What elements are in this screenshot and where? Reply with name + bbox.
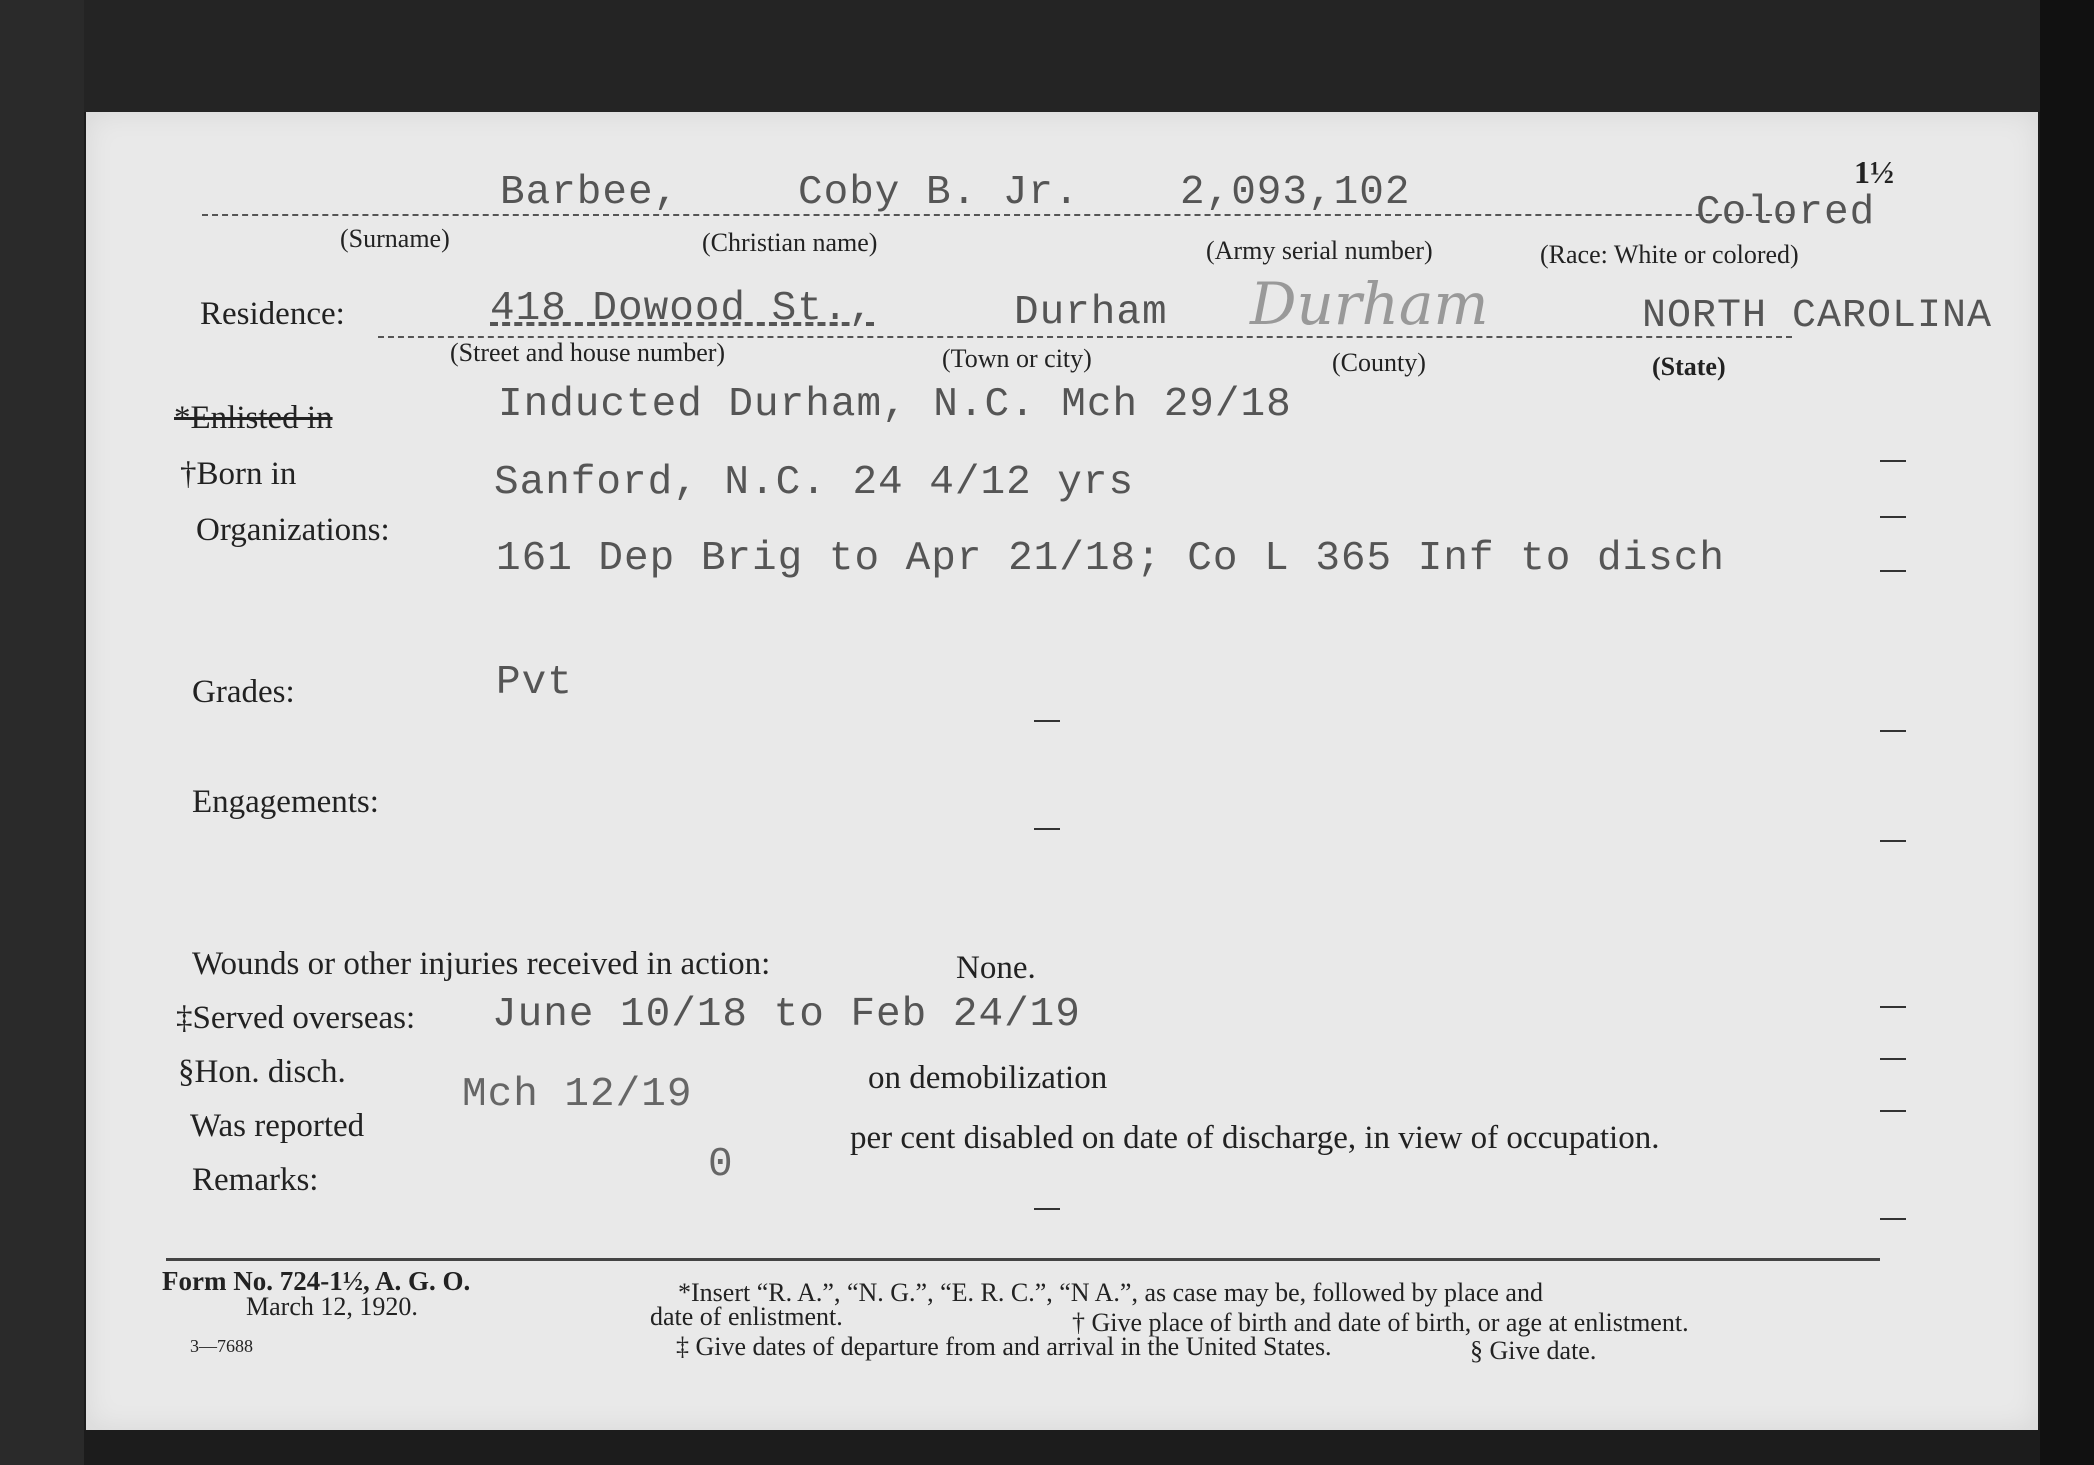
footnote-date-of-enlistment: date of enlistment. bbox=[650, 1302, 843, 1331]
grades-value: Pvt bbox=[496, 660, 573, 706]
remarks-label: Remarks: bbox=[192, 1162, 319, 1198]
street-label: (Street and house number) bbox=[450, 338, 726, 367]
town-label: (Town or city) bbox=[942, 344, 1092, 373]
form-fraction: 1½ bbox=[1854, 154, 1894, 190]
engagements-end-dash bbox=[1880, 840, 1906, 842]
footnote-overseas: ‡ Give dates of departure from and arrival in the United States. bbox=[676, 1332, 1332, 1361]
residence-county-handwritten: Durham bbox=[1250, 270, 1489, 338]
reported-end-dash bbox=[1880, 1110, 1906, 1112]
footnote-birth: † Give place of birth and date of birth, or age at enlistment. bbox=[1072, 1308, 1689, 1337]
scanner-right-border bbox=[2040, 0, 2094, 1465]
grades-label: Grades: bbox=[192, 674, 295, 710]
enlisted-value: Inducted Durham, N.C. Mch 29/18 bbox=[498, 382, 1292, 428]
grades-end-dash bbox=[1880, 730, 1906, 732]
form-date: March 12, 1920. bbox=[246, 1292, 418, 1321]
header-line bbox=[202, 214, 1792, 216]
born-value: Sanford, N.C. 24 4/12 yrs bbox=[494, 460, 1135, 506]
enlisted-label: *Enlisted in bbox=[174, 400, 333, 436]
grades-mid-dash bbox=[1034, 720, 1060, 722]
reported-label: Was reported bbox=[190, 1108, 365, 1144]
born-label: †Born in bbox=[180, 456, 297, 492]
engagements-label: Engagements: bbox=[192, 784, 379, 820]
remarks-mid-dash bbox=[1034, 1208, 1060, 1210]
hon-disch-label: §Hon. disch. bbox=[178, 1054, 346, 1090]
service-record-card bbox=[86, 112, 2038, 1430]
state-label: (State) bbox=[1652, 352, 1726, 381]
scanner-left-border bbox=[0, 0, 84, 1465]
organizations-dash-1 bbox=[1880, 516, 1906, 518]
remarks-end-dash bbox=[1880, 1218, 1906, 1220]
footer-rule bbox=[166, 1258, 1880, 1261]
residence-label: Residence: bbox=[200, 296, 345, 332]
overseas-label: ‡Served overseas: bbox=[176, 1000, 416, 1036]
form-number: Form No. 724-1½, A. G. O. bbox=[162, 1266, 471, 1296]
christian-name-label: (Christian name) bbox=[702, 228, 878, 257]
serial-number-label: (Army serial number) bbox=[1206, 236, 1433, 265]
race-label: (Race: White or colored) bbox=[1540, 240, 1799, 269]
engagements-mid-dash bbox=[1034, 828, 1060, 830]
residence-street-value: 418 Dowood St., bbox=[490, 286, 875, 332]
residence-town-value: Durham bbox=[1014, 290, 1168, 336]
footnote-give-date: § Give date. bbox=[1470, 1336, 1597, 1365]
hon-disch-suffix: on demobilization bbox=[868, 1060, 1108, 1096]
organizations-value: 161 Dep Brig to Apr 21/18; Co L 365 Inf to disch bbox=[496, 536, 1725, 582]
wounds-label: Wounds or other injuries received in action: bbox=[192, 946, 771, 982]
scanner-top-border bbox=[0, 0, 2094, 112]
born-end-dash bbox=[1880, 460, 1906, 462]
overseas-value: June 10/18 to Feb 24/19 bbox=[492, 992, 1081, 1038]
county-label: (County) bbox=[1332, 348, 1426, 377]
serial-number-value: 2,093,102 bbox=[1180, 170, 1411, 216]
hon-disch-value: Mch 12/19 bbox=[462, 1072, 693, 1118]
christian-name-value: Coby B. Jr. bbox=[798, 170, 1080, 216]
residence-state-value: NORTH CAROLINA bbox=[1642, 294, 1993, 339]
overseas-end-dash bbox=[1880, 1006, 1906, 1008]
reported-suffix: per cent disabled on date of discharge, in view of occupation. bbox=[850, 1120, 1660, 1156]
organizations-label: Organizations: bbox=[196, 512, 390, 548]
footnote-insert: *Insert “R. A.”, “N. G.”, “E. R. C.”, “N A.”, as case may be, followed by place and bbox=[678, 1278, 1543, 1307]
race-value: Colored bbox=[1696, 190, 1876, 236]
organizations-dash-2 bbox=[1880, 570, 1906, 572]
surname-label: (Surname) bbox=[340, 224, 450, 253]
surname-value: Barbee, bbox=[500, 170, 680, 216]
print-code: 3—7688 bbox=[190, 1336, 253, 1356]
reported-value: 0 bbox=[708, 1142, 734, 1188]
wounds-value: None. bbox=[956, 950, 1036, 986]
hon-disch-end-dash bbox=[1880, 1058, 1906, 1060]
